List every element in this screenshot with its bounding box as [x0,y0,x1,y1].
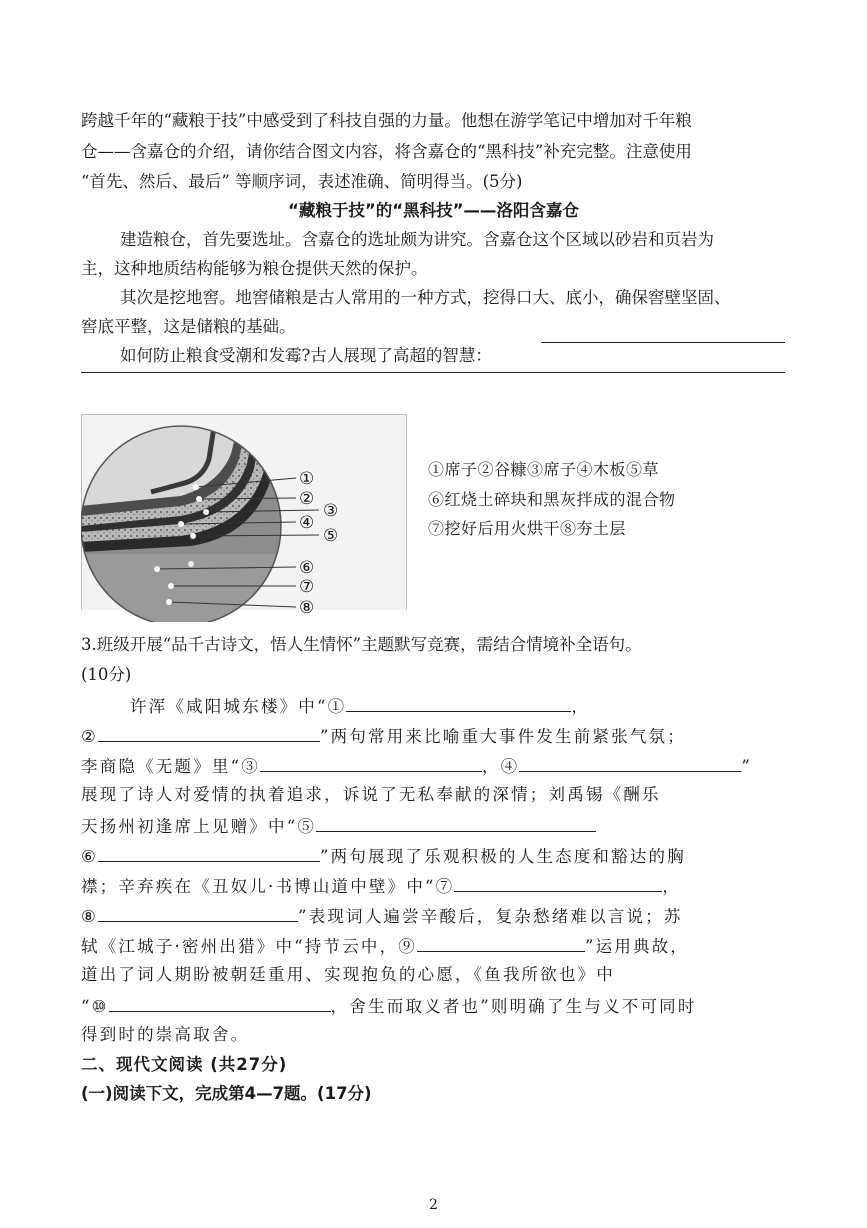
q3-line-5 [81,754,752,778]
page-number: 2 [429,1197,438,1213]
marker-7: ⑦ [299,577,315,597]
q3-l8-pre: ⑥ [81,847,98,866]
blank-2[interactable] [98,724,320,742]
q3-line-6: 展现了诗人对爱情的执着追求，诉说了无私奉献的深情；刘禹锡《酬乐 [81,785,661,804]
marker-6: ⑥ [299,558,315,578]
q3-line-1: 3.班级开展“品千古诗文，悟人生情怀”主题默写竞赛，需结合情境补全语句。 [81,635,642,654]
marker-3: ③ [323,501,339,521]
section2-subtitle: (一)阅读下文，完成第4—7题。(17分) [81,1084,372,1103]
q3-l3-pre: 许浑《咸阳城东楼》中“① [130,697,347,716]
q3-l10-post: ”表现词人遍尝辛酸后，复杂愁绪难以言说；苏 [298,907,683,926]
section2-title: 二、现代文阅读 (共27分) [81,1055,288,1074]
article-p3 [120,345,492,367]
intro-line-3: “首先、然后、最后” 等顺序词，表述准确、简明得当。(5分) [81,172,523,191]
q3-l7-pre: 天扬州初逢席上见赠》中“⑤ [81,817,317,836]
q3-line-14: 得到时的崇高取舍。 [81,1025,250,1044]
blank-4[interactable] [519,754,741,772]
blank-9[interactable] [417,934,585,952]
article-p3-text: 如何防止粮食受潮和发霉?古人展现了高超的智慧： [120,346,492,365]
marker-8: ⑧ [299,598,315,618]
marker-2: ② [299,489,315,509]
granary-diagram-svg [81,414,408,622]
article-p1-line2: 主，这种地质结构能够为粮仓提供天然的保护。 [81,259,428,278]
q3-l9-pre: 襟；辛弃疾在《丑奴儿·书博山道中壁》中“⑦ [81,877,455,896]
q3-l8-post: ”两句展现了乐观积极的人生态度和豁达的胸 [320,847,686,866]
q3-line-8 [81,844,686,868]
q3-l4-post: ”两句常用来比喻重大事件发生前紧张气氛； [320,727,686,746]
q3-l5-mid: ，④ [481,757,520,776]
answer-blank-1[interactable] [541,342,785,343]
q3-l11-post: ”运用典故， [584,937,690,956]
article-title: “藏粮于技”的“黑科技”——洛阳含嘉仓 [288,201,579,220]
q3-line-13 [81,994,697,1018]
q3-l5-post: ” [741,757,752,776]
article-p2-line2: 窖底平整，这是储粮的基础。 [81,317,296,336]
q3-line-9 [81,874,681,898]
q3-line-3 [130,694,590,718]
legend-line-3: ⑦挖好后用火烘干⑧夯土层 [428,519,627,538]
q3-line-11 [81,934,689,958]
q3-line-4 [81,724,686,748]
blank-3[interactable] [260,754,482,772]
q3-l10-pre: ⑧ [81,907,98,926]
marker-5: ⑤ [323,526,339,546]
article-p2-line1: 其次是挖地窖。地窖储粮是古人常用的一种方式，挖得口大、底小，确保窖壁坚固、 [120,288,731,307]
article-p1-line1: 建造粮仓，首先要选址。含嘉仓的选址颇为讲究。含嘉仓这个区域以砂岩和页岩为 [120,230,714,249]
q3-l4-pre: ② [81,727,98,746]
blank-7[interactable] [454,874,662,892]
answer-line-2[interactable] [81,372,785,373]
legend-line-1: ①席子②谷糠③席子④木板⑤草 [428,460,660,479]
q3-l9-post: ， [662,877,682,896]
marker-4: ④ [299,513,315,533]
q3-l3-post: ， [571,697,591,716]
marker-1: ① [299,469,315,489]
q3-line-12: 道出了词人期盼被朝廷重用、实现抱负的心愿，《鱼我所欲也》中 [81,965,616,984]
q3-line-10 [81,904,683,928]
blank-10[interactable] [109,994,331,1012]
intro-line-1: 跨越千年的“藏粮于技”中感受到了科技自强的力量。他想在游学笔记中增加对千年粮 [81,111,692,130]
blank-1[interactable] [346,694,571,712]
granary-diagram [81,414,408,622]
q3-l5-pre: 李商隐《无题》里“③ [81,757,260,776]
blank-5[interactable] [316,814,596,832]
q3-l13-pre: “⑩ [81,997,109,1016]
q3-line-7 [81,814,596,838]
legend-line-2: ⑥红烧土碎块和黑灰拌成的混合物 [428,490,676,509]
intro-line-2: 仓——含嘉仓的介绍，请你结合图文内容，将含嘉仓的“黑科技”补充完整。注意使用 [81,142,692,161]
blank-6[interactable] [98,844,320,862]
blank-8[interactable] [98,904,298,922]
q3-line-2: (10分) [81,665,132,684]
q3-l13-post: ，舍生而取义者也”则明确了生与义不可同时 [330,997,697,1016]
q3-l11-pre: 轼《江城子·密州出猎》中“持节云中，⑨ [81,937,417,956]
